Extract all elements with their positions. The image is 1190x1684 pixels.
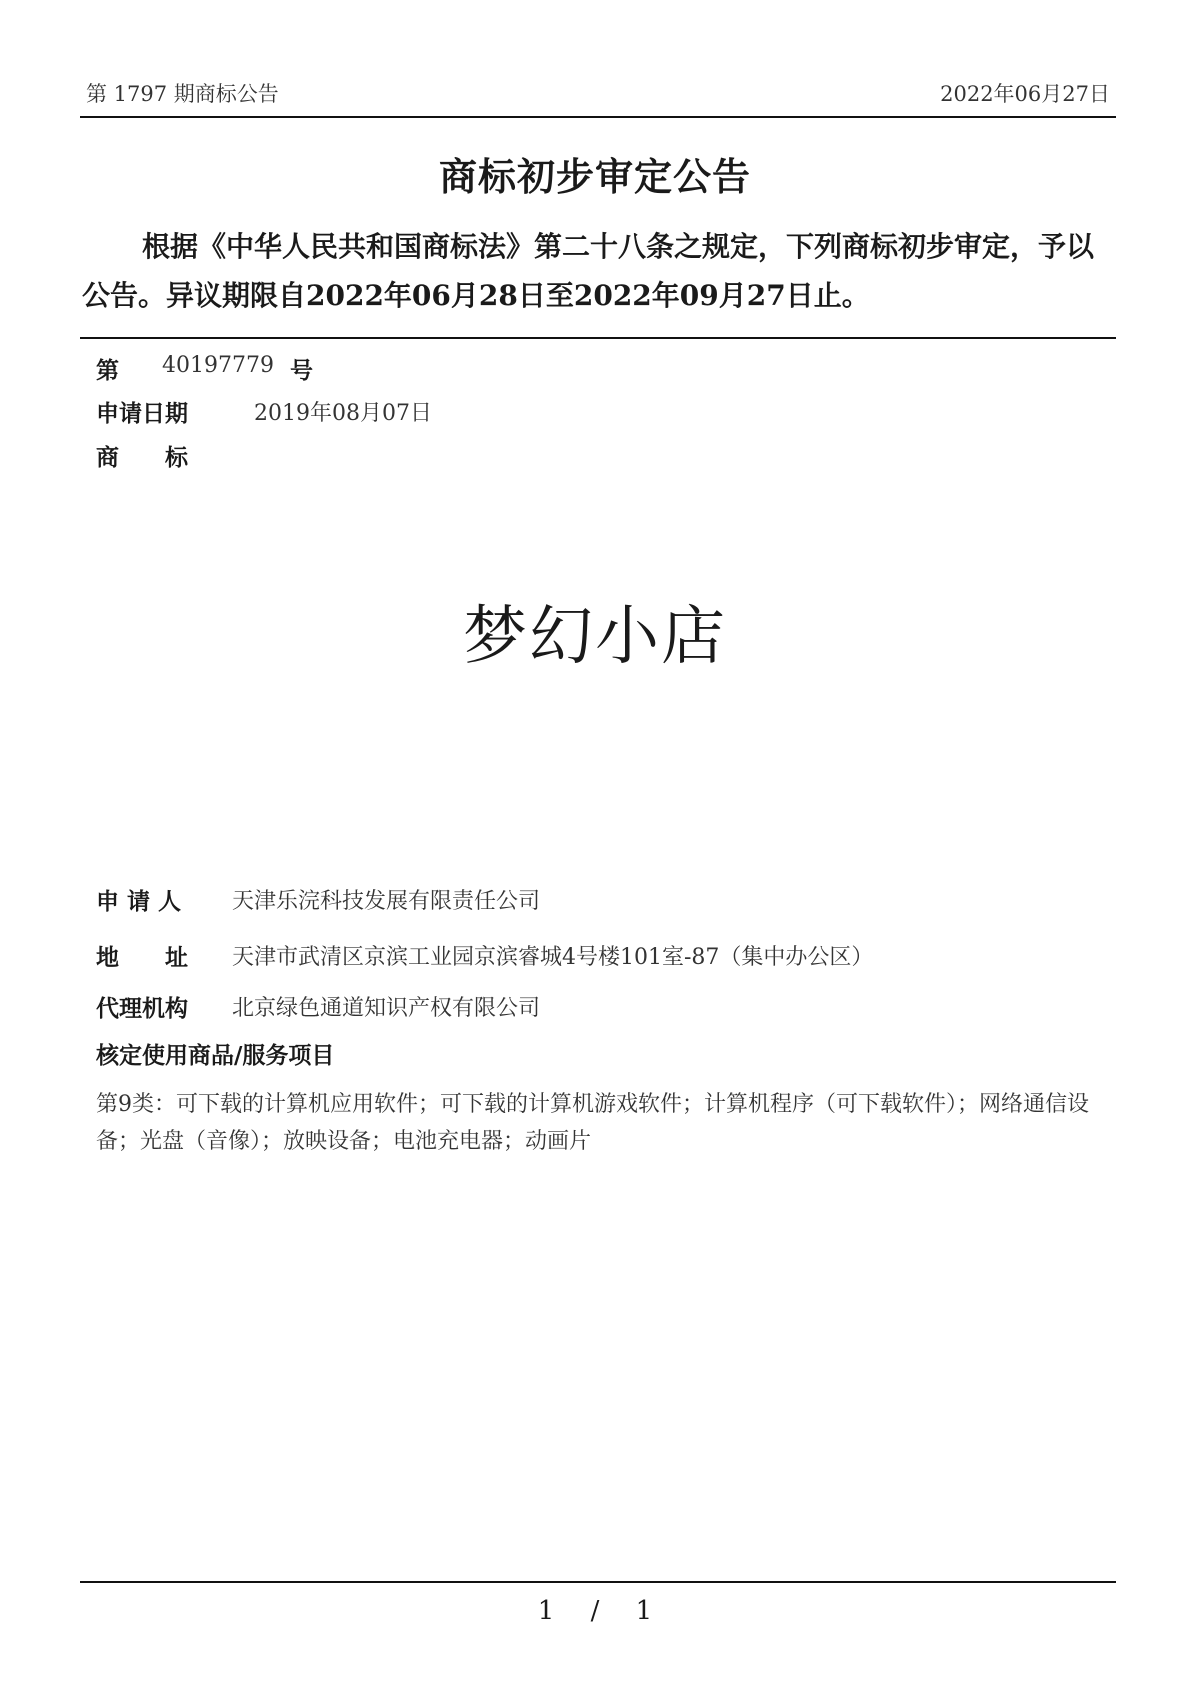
goods-label: 核定使用商品/服务项目 xyxy=(96,1042,335,1069)
address-label: 地 址 xyxy=(96,944,188,971)
page-number xyxy=(0,1596,1190,1626)
agency: 北京绿色通道知识产权有限公司 xyxy=(232,996,541,1021)
header-divider xyxy=(80,116,1116,118)
page-total: 1 xyxy=(635,1596,653,1626)
filing-date: 2019年08月07日 xyxy=(254,401,432,426)
announcement-intro: 根据《中华人民共和国商标法》第二十八条之规定，下列商标初步审定，予以公告。异议期限自2022年06月28日至2022年09月27日止。 xyxy=(82,230,1095,312)
applicant-label: 申 请 人 xyxy=(96,888,182,915)
trademark-mark: 梦幻小店 xyxy=(463,600,727,674)
number-suffix: 号 xyxy=(290,357,313,384)
intro-divider xyxy=(80,337,1116,339)
issue-number: 第 1797 期商标公告 xyxy=(86,82,279,106)
agency-label: 代理机构 xyxy=(96,995,188,1022)
application-number: 40197779 xyxy=(162,353,274,378)
footer-divider xyxy=(80,1581,1116,1583)
applicant: 天津乐浣科技发展有限责任公司 xyxy=(232,889,541,914)
issue-date: 2022年06月27日 xyxy=(940,82,1110,106)
address: 天津市武清区京滨工业园京滨睿城4号楼101室-87（集中办公区） xyxy=(232,945,874,970)
page-separator: / xyxy=(590,1596,600,1626)
filing-date-label: 申请日期 xyxy=(96,400,188,427)
trademark-label: 商 标 xyxy=(96,444,188,471)
number-prefix: 第 xyxy=(96,357,119,384)
page-current: 1 xyxy=(537,1596,555,1626)
page-title: 商标初步审定公告 xyxy=(438,154,751,199)
goods-list: 第9类：可下载的计算机应用软件；可下载的计算机游戏软件；计算机程序（可下载软件）；网络通信设备；光盘（音像）；放映设备；电池充电器；动画片 xyxy=(96,1092,1090,1154)
